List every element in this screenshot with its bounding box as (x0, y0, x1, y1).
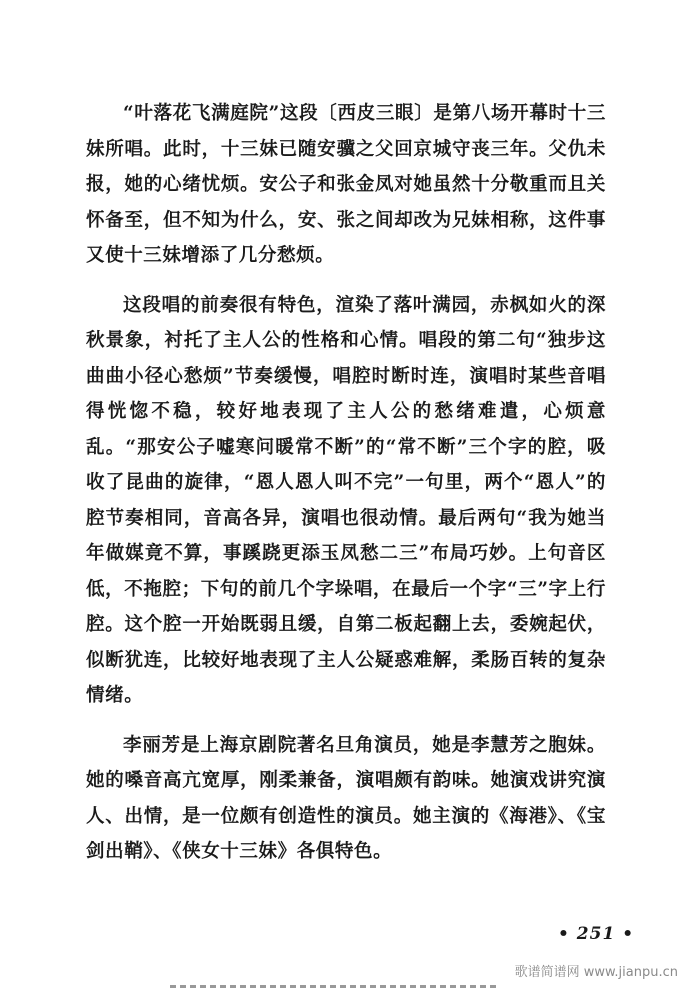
site-watermark: 歌谱简谱网 www.jianpu.cn (514, 965, 678, 980)
paragraph-2: 这段唱的前奏很有特色，渲染了落叶满园，赤枫如火的深秋景象，衬托了主人公的性格和心情。唱段的第二句“独步这曲曲小径心愁烦”节奏缓慢，唱腔时断时连，演唱时某些音唱得恍惚不稳，较好地表现了主人公的愁绪难遣，心烦意乱。“那安公子嘘寒问暖常不断”的“常不断”三个字的腔，吸收了昆曲的旋律，“恩人恩人叫不完”一句里，两个“恩人”的腔节奏相同，音高各异，演唱也很动情。最后两句“我为她当年做媒竟不算，事蹊跷更添玉凤愁二三”布局巧妙。上句音区低，不拖腔；下句的前几个字垛唱，在最后一个字“三”字上行腔。这个腔一开始既弱且缓，自第二板起翻上去，委婉起伏，似断犹连，比较好地表现了主人公疑惑难解，柔肠百转的复杂情绪。 (86, 294, 606, 706)
body-text (86, 96, 606, 884)
page-number: • 251 • (558, 924, 635, 944)
paragraph-1: “叶落花飞满庭院”这段〔西皮三眼〕是第八场开幕时十三妹所唱。此时，十三妹已随安骥之父回京城守丧三年。父仇未报，她的心绪忧烦。安公子和张金凤对她虽然十分敬重而且关怀备至，但不知为什么，安、张之间却改为兄妹相称，这件事又使十三妹增添了几分愁烦。 (86, 103, 606, 266)
paragraph-3: 李丽芳是上海京剧院著名旦角演员，她是李慧芳之胞妹。她的嗓音高亢宽厚，刚柔兼备，演唱颇有韵味。她演戏讲究演人、出情，是一位颇有创造性的演员。她主演的《海港》、《宝剑出鞘》、《侠女十三妹》各俱特色。 (86, 734, 606, 862)
